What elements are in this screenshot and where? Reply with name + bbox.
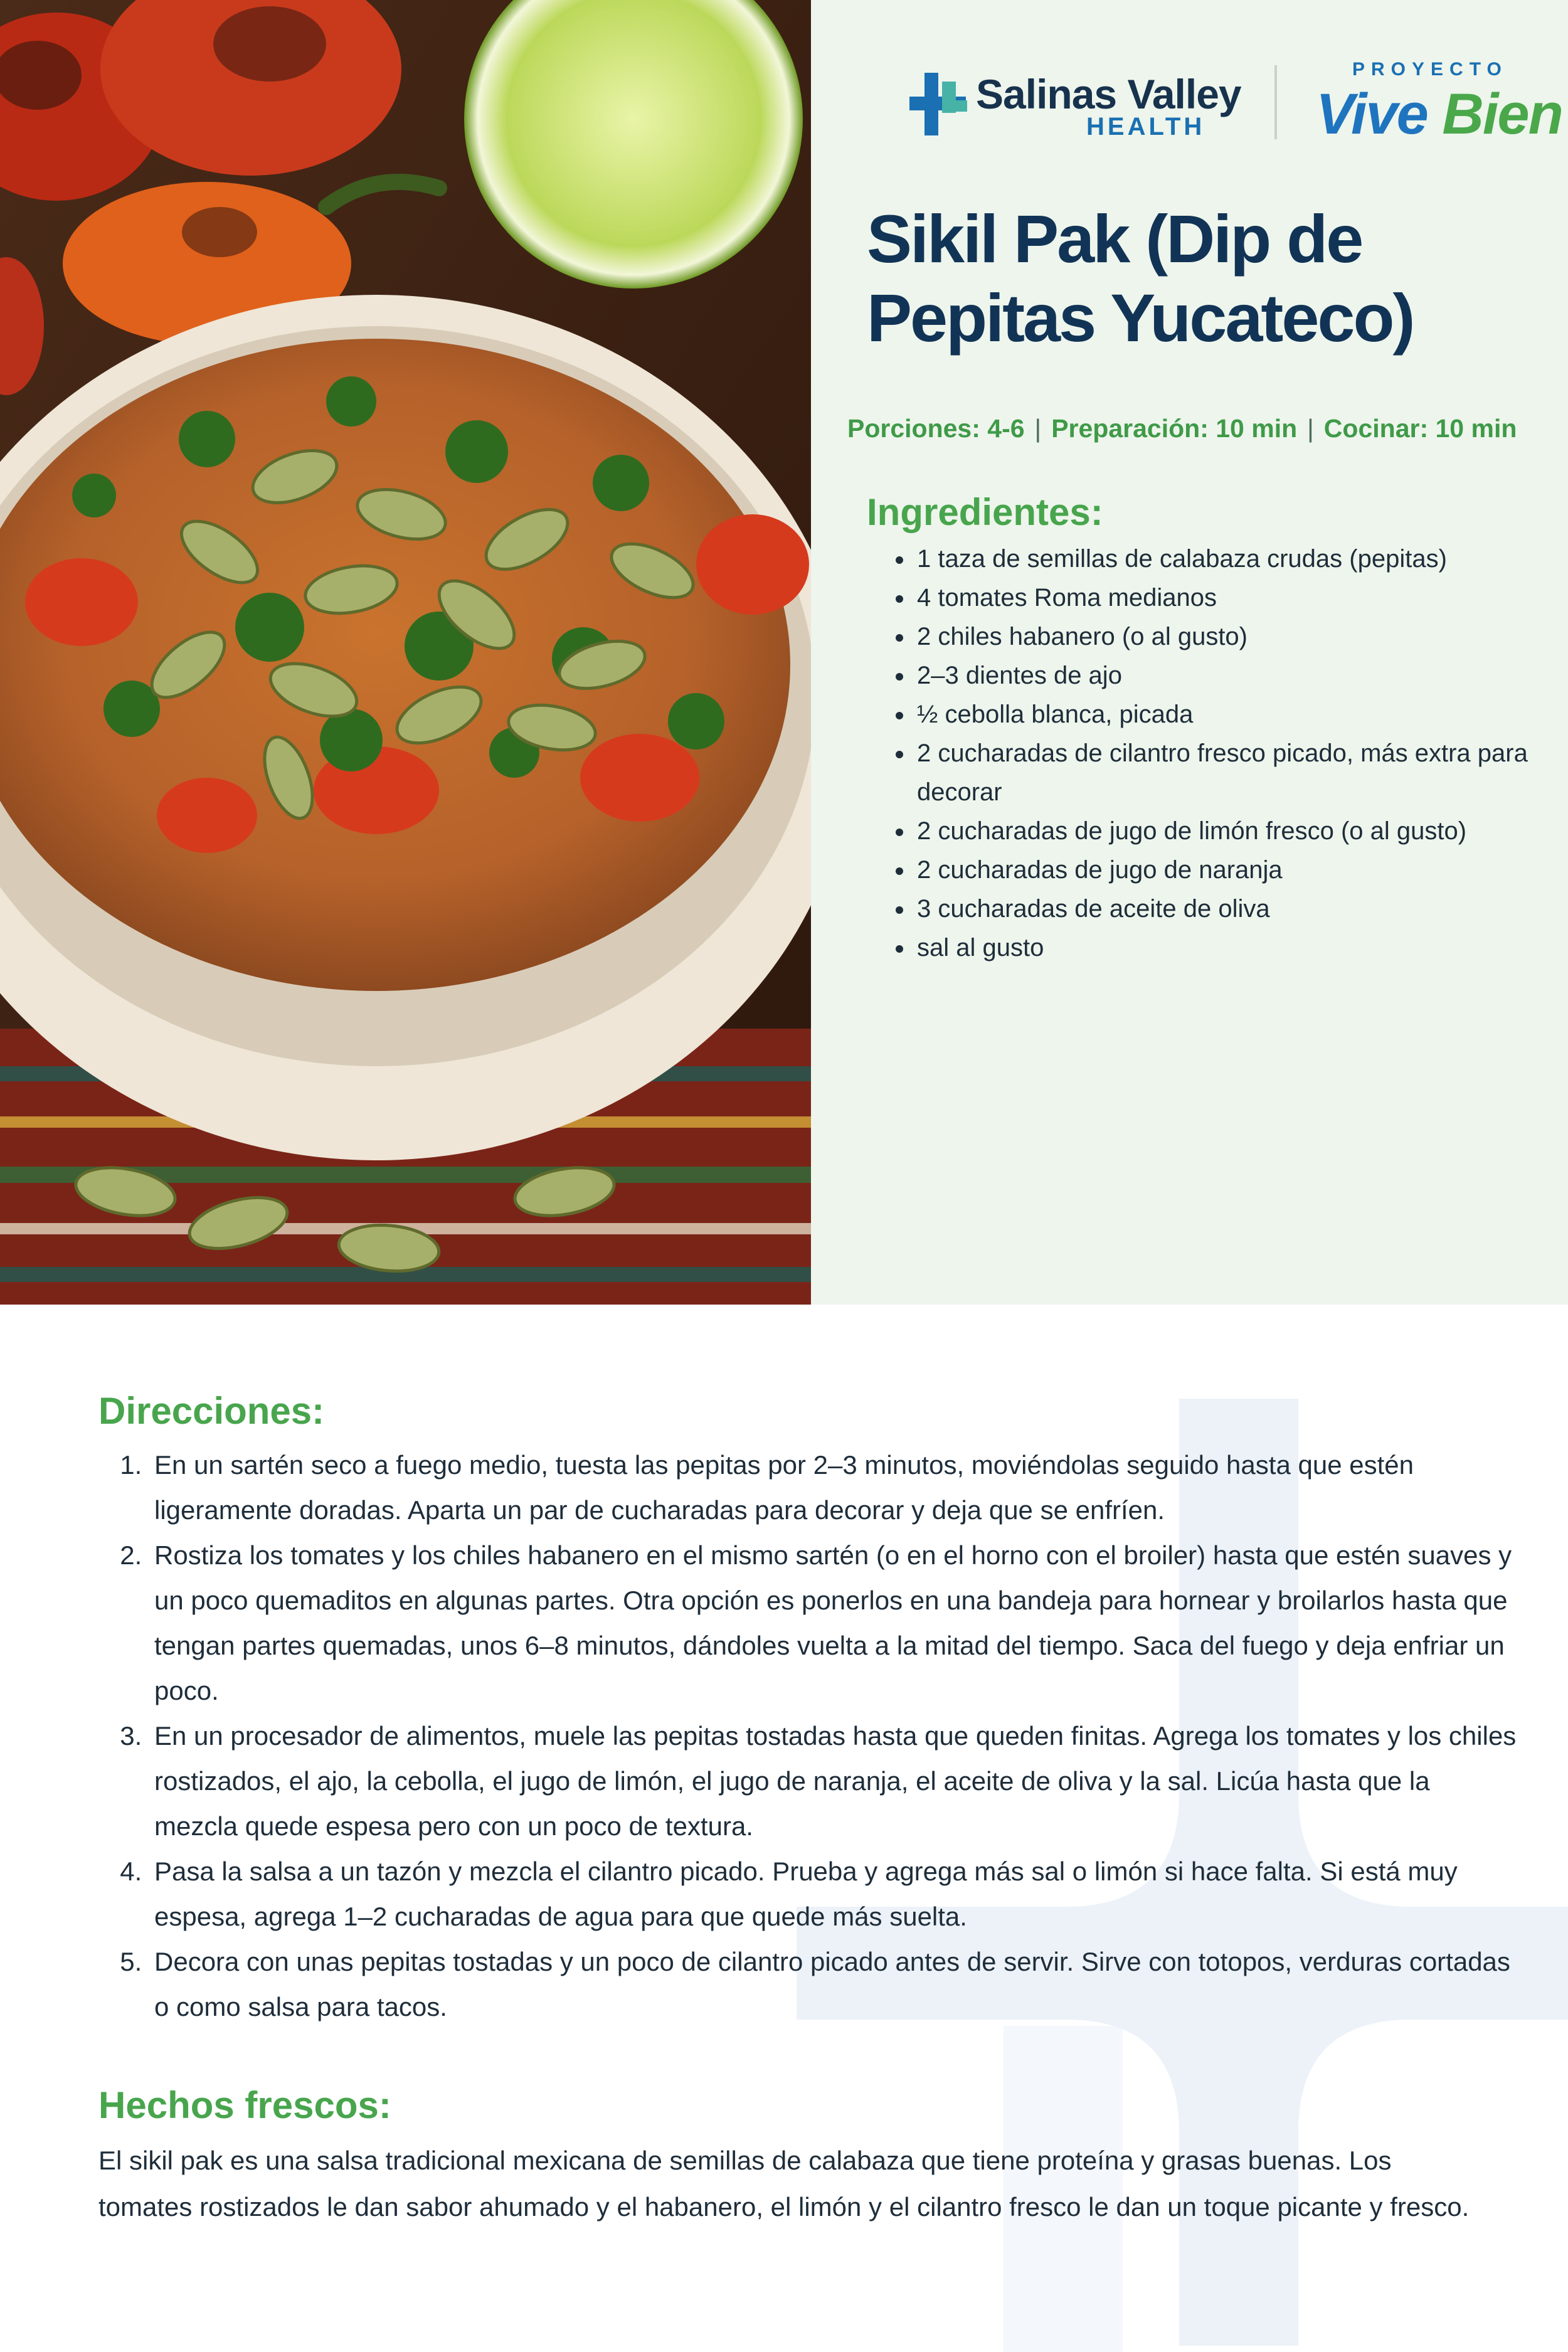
meta-separator: | <box>1307 414 1314 443</box>
recipe-title: Sikil Pak (Dip de Pepitas Yucateco) <box>867 201 1414 356</box>
ingredient-item: • sal al gusto <box>914 928 1567 967</box>
servings: Porciones: 4-6 <box>847 414 1025 443</box>
bien-text: Bien <box>1442 82 1562 146</box>
prep-time: Preparación: 10 min <box>1051 414 1298 443</box>
direction-step: 1. En un sartén seco a fuego medio, tuesta las pepitas por 2–3 minutos, moviéndolas seguido hasta que estén ligeramente doradas. Aparta un par de cucharadas para decorar y deja que se enfríen. <box>149 1443 1517 1533</box>
directions-heading: Direcciones: <box>98 1390 325 1432</box>
ingredient-item: • 2 cucharadas de jugo de limón fresco (o al gusto) <box>914 812 1567 850</box>
cook-time: Cocinar: 10 min <box>1323 414 1517 443</box>
ingredient-item: • 3 cucharadas de aceite de oliva <box>914 889 1567 928</box>
recipe-meta <box>847 414 1517 443</box>
ingredient-item: • 2 cucharadas de cilantro fresco picado, más extra para decorar <box>914 734 1567 812</box>
salinas-valley-logo-text: Salinas Valley <box>976 71 1241 117</box>
ingredient-item: • 4 tomates Roma medianos <box>914 578 1567 617</box>
recipe-photo <box>0 0 811 1305</box>
directions-list <box>120 1443 1517 2030</box>
meta-separator: | <box>1034 414 1042 443</box>
ingredient-item: • 1 taza de semillas de calabaza crudas (pepitas) <box>914 539 1567 578</box>
vive-text: Vive <box>1316 82 1428 146</box>
ingredient-item: • 2–3 dientes de ajo <box>914 656 1567 695</box>
ingredients-heading: Ingredientes: <box>867 491 1103 533</box>
ingredient-item: • 2 cucharadas de jugo de naranja <box>914 850 1567 889</box>
direction-step: 2. Rostiza los tomates y los chiles habanero en el mismo sartén (o en el horno con el broiler) hasta que estén suaves y un poco quemaditos en algunas partes. Otra opción es ponerlos en una bandeja para hornear y broilarlos hasta que tengan partes quemadas, unos 6–8 minutos, dándoles vuelta a la mitad del tiempo. Saca del fuego y deja enfriar un poco. <box>149 1533 1517 1714</box>
ingredient-item: • ½ cebolla blanca, picada <box>914 695 1567 734</box>
proyecto-label: PROYECTO <box>1352 59 1508 80</box>
ingredient-item: • 2 chiles habanero (o al gusto) <box>914 617 1567 656</box>
ingredients-list <box>878 539 1567 967</box>
salinas-valley-health-text: HEALTH <box>1086 113 1205 140</box>
direction-step: 3. En un procesador de alimentos, muele las pepitas tostadas hasta que queden finitas. Agrega los tomates y los chiles rostizados, el ajo, la cebolla, el jugo de limón, el jugo de naranja, el aceite de oliva y la sal. Licúa hasta que la mezcla quede espesa pero con un poco de textura. <box>149 1714 1517 1849</box>
direction-step: 4. Pasa la salsa a un tazón y mezcla el cilantro picado. Prueba y agrega más sal o limón si hace falta. Si está muy espesa, agrega 1–2 cucharadas de agua para que quede más suelta. <box>149 1849 1517 1939</box>
direction-step: 5. Decora con unas pepitas tostadas y un poco de cilantro picado antes de servir. Sirve con totopos, verduras cortadas o como salsa para tacos. <box>149 1939 1517 2030</box>
fresh-facts-text: El sikil pak es una salsa tradicional mexicana de semillas de calabaza que tiene proteína y grasas buenas. Los tomates rostizados le dan sabor ahumado y el habanero, el limón y el cilantro fresco le dan un toque picante y fresco. <box>98 2146 1470 2222</box>
fresh-facts-heading: Hechos frescos: <box>98 2084 391 2126</box>
logo-divider <box>1274 65 1277 139</box>
vive-bien-logo <box>1316 82 1562 147</box>
